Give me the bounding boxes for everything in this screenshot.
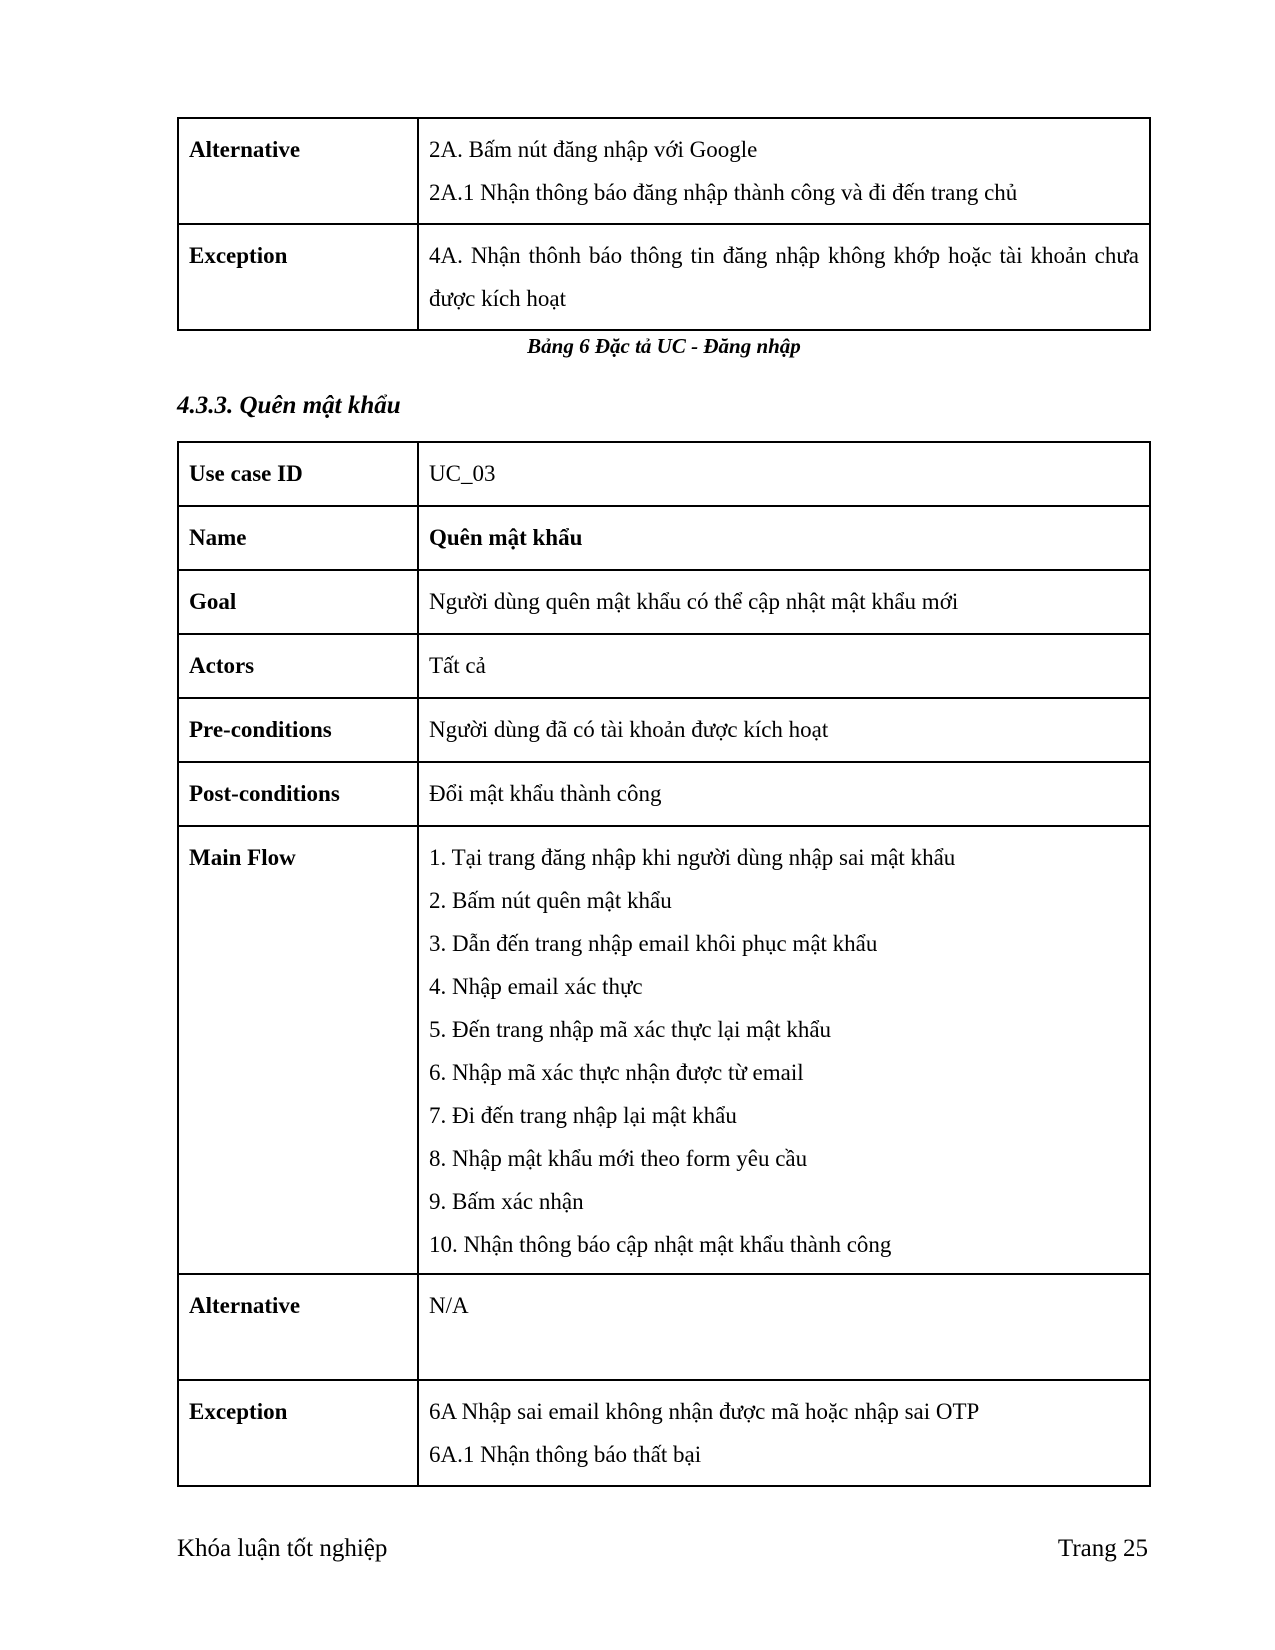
row-label: Name (178, 506, 418, 570)
row-label: Alternative (178, 1274, 418, 1380)
main-flow-step: 3. Dẫn đến trang nhập email khôi phục mật khẩu (429, 931, 878, 956)
main-flow-step: 9. Bấm xác nhận (429, 1189, 584, 1214)
table-row-alternative (178, 1274, 1150, 1380)
row-value (418, 1380, 1150, 1486)
main-flow-step: 8. Nhập mật khẩu mới theo form yêu cầu (429, 1146, 808, 1171)
row-value: Tất cả (418, 634, 1150, 698)
row-label: Use case ID (178, 442, 418, 506)
row-label: Exception (178, 224, 418, 330)
main-flow-step: 6. Nhập mã xác thực nhận được từ email (429, 1060, 804, 1085)
row-value: N/A (418, 1274, 1150, 1380)
row-label: Actors (178, 634, 418, 698)
footer-left: Khóa luận tốt nghiệp (177, 1535, 388, 1562)
row-value: Quên mật khẩu (418, 506, 1150, 570)
main-flow-step: 10. Nhận thông báo cập nhật mật khẩu thành công (429, 1232, 892, 1257)
row-label: Pre-conditions (178, 698, 418, 762)
row-value: 4A. Nhận thônh báo thông tin đăng nhập không khớp hoặc tài khoản chưa được kích hoạt (418, 224, 1150, 330)
table-caption: Bảng 6 Đặc tả UC - Đăng nhập (527, 334, 801, 358)
row-label: Main Flow (178, 826, 418, 1274)
alternative-line: 2A.1 Nhận thông báo đăng nhập thành công và đi đến trang chủ (429, 180, 1018, 205)
row-label: Exception (178, 1380, 418, 1486)
section-heading: 4.3.3. Quên mật khẩu (177, 392, 401, 419)
table-row-goal (178, 570, 1150, 634)
row-label: Post-conditions (178, 762, 418, 826)
row-value: Người dùng đã có tài khoản được kích hoạt (418, 698, 1150, 762)
table-row-post-conditions (178, 762, 1150, 826)
row-value: Người dùng quên mật khẩu có thể cập nhật mật khẩu mới (418, 570, 1150, 634)
row-label: Goal (178, 570, 418, 634)
row-value (418, 118, 1150, 224)
row-label: Alternative (178, 118, 418, 224)
main-flow-step: 7. Đi đến trang nhập lại mật khẩu (429, 1103, 737, 1128)
table-row-use-case-id (178, 442, 1150, 506)
main-flow-step: 5. Đến trang nhập mã xác thực lại mật khẩu (429, 1017, 832, 1042)
table-row-name (178, 506, 1150, 570)
row-value: Đổi mật khẩu thành công (418, 762, 1150, 826)
page-number: Trang 25 (1057, 1535, 1148, 1562)
table-row-actors (178, 634, 1150, 698)
exception-line: 6A.1 Nhận thông báo thất bại (429, 1442, 702, 1467)
alternative-line: 2A. Bấm nút đăng nhập với Google (429, 137, 758, 162)
table-row-main-flow (178, 826, 1150, 1274)
table-login-continued (177, 117, 1151, 331)
main-flow-step: 1. Tại trang đăng nhập khi người dùng nhập sai mật khẩu (429, 845, 956, 870)
main-flow-step: 2. Bấm nút quên mật khẩu (429, 888, 672, 913)
exception-line: 6A Nhập sai email không nhận được mã hoặc nhập sai OTP (429, 1399, 980, 1424)
main-flow-step: 4. Nhập email xác thực (429, 974, 643, 999)
row-value (418, 826, 1150, 1274)
table-row-exception (178, 224, 1150, 330)
table-row-pre-conditions (178, 698, 1150, 762)
table-row-exception (178, 1380, 1150, 1486)
table-row-alternative (178, 118, 1150, 224)
row-value: UC_03 (418, 442, 1150, 506)
table-uc03 (177, 441, 1151, 1487)
